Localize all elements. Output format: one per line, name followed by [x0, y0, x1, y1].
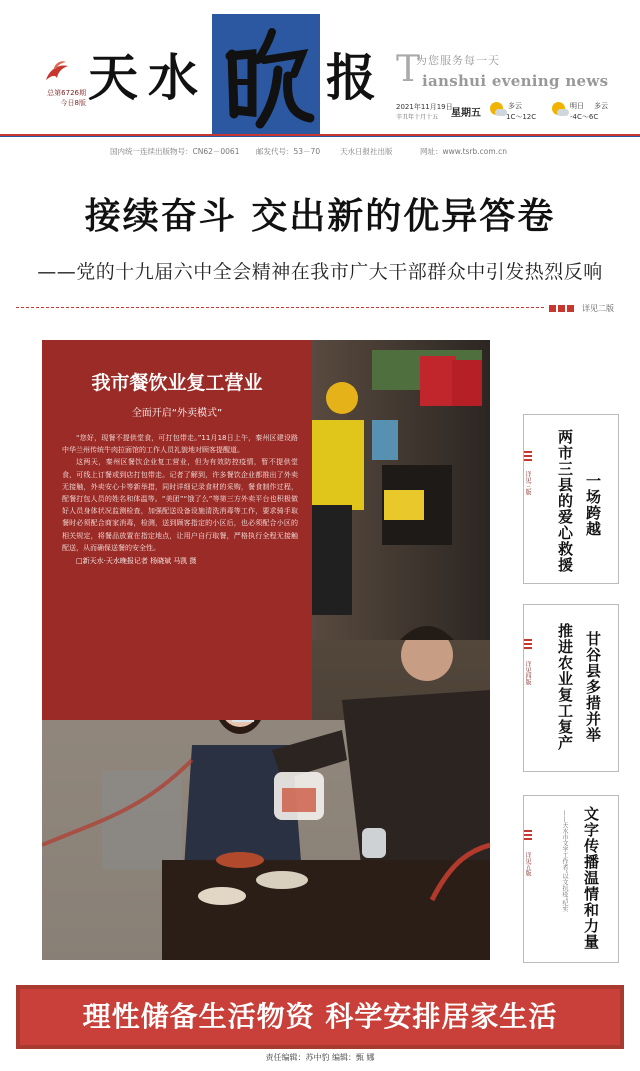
issue-date: 2021年11月19日: [396, 103, 453, 111]
feature-paragraph: “您好，现餐不提供堂食，可打包带走。”11月18日上午，秦州区建设路中华兰州传统牛肉拉面馆的工作人员礼貌地对顾客提醒道。: [62, 434, 298, 455]
masthead-en-initial: T: [396, 49, 421, 90]
weather-tomorrow-cond: 多云: [594, 102, 608, 110]
teaser-box-3[interactable]: [523, 795, 619, 963]
feature-body: [62, 432, 298, 567]
lunar-date: 辛丑年十月十五: [396, 114, 439, 121]
teaser-2-title-line2: 推进农业复工复产: [556, 623, 574, 751]
feature-paragraph: 这两天，秦州区餐饮企业复工营业，但为有效防控疫情，暂不提供堂食，可线上订餐或到店打包带走。记者了解到，许多餐饮企业都推出了外卖无接触，外卖安心卡等新举措，同时详细记录食材的采购，餐食制作过程，配餐打包人员的姓名和体温等。“美团”“饿了么”等第三方外卖平台也积极做好人员身体状况监测检查，加强配送设备设施清洗消毒等工作，要求骑手取餐时必须配合商家消毒，检测，送到顾客指定的小区后，也必须配合小区的相关规定，将餐品放置在指定地点，让用户自行取餐，严格执行全程无接触配送，从而确保送餐的安全性。: [62, 458, 298, 552]
weather-today-cond: 多云: [508, 102, 522, 110]
teaser-2-title: 甘谷县多措并举: [584, 631, 602, 743]
bottom-banner: [16, 985, 624, 1049]
feature-byline: □新天水·天水晚报记者 杨晓斌 马凯 摄: [76, 557, 197, 566]
masthead-rule-blue: [0, 136, 640, 137]
teaser-3-subtitle: ——天水市文字工作者“以文抗疫”纪实: [561, 810, 568, 913]
masthead-char-bao: 报: [326, 48, 376, 107]
issue-number: 总第6726期 今日8版: [47, 89, 86, 107]
pub-post-code: 邮发代号：53－70: [256, 147, 321, 156]
teaser-box-1[interactable]: [523, 414, 619, 584]
pub-publisher: 天水日报社出版: [340, 147, 393, 156]
feature-text-panel: [42, 340, 312, 720]
teaser-marker: [524, 451, 532, 453]
feature-title: 我市餐饮业复工营业: [91, 372, 263, 394]
sub-headline: ——党的十九届六中全会精神在我市广大干部群众中引发热烈反响: [37, 261, 603, 283]
divider-dashed: [16, 307, 544, 308]
feature-subtitle: 全面开启“外卖模式”: [131, 408, 223, 419]
teaser-marker: [524, 639, 532, 641]
teaser-marker: [524, 830, 532, 832]
weekday: 星期五: [451, 108, 481, 119]
weather-tomorrow-label: 明日: [570, 102, 584, 110]
teaser-2-see: 详见四版: [524, 661, 531, 685]
masthead-char-shui: 水: [148, 48, 198, 107]
masthead-char-tian: 天: [88, 48, 138, 107]
main-headline: 接续奋斗 交出新的优异答卷: [84, 196, 556, 237]
marker-square: [549, 305, 556, 312]
teaser-1-title: 一场跨越: [584, 473, 602, 537]
teaser-1-title-line2: 两市三县的爱心救援: [556, 429, 574, 573]
weather-tomorrow-temp: -4C～6C: [570, 113, 599, 121]
headline-see-page: 详见二版: [582, 304, 614, 313]
bottom-banner-text: 理性储备生活物资 科学安排居家生活: [82, 1000, 558, 1033]
cloud-icon: [557, 109, 569, 116]
weather-today-temp: 1C～12C: [506, 113, 537, 121]
teaser-box-2[interactable]: [523, 604, 619, 772]
masthead-slogan: 为您服务每一天: [416, 54, 500, 67]
teaser-marker: [524, 643, 532, 645]
editor-credits: 责任编辑：苏中豹 编辑：甄 娜: [265, 1053, 375, 1062]
masthead-brush-wan: [212, 14, 320, 134]
teaser-3-see: 详见五版: [524, 852, 531, 876]
feature-photo: [42, 340, 490, 960]
teaser-3-title: 文字传播温情和力量: [582, 806, 600, 950]
teaser-1-see: 详见三版: [524, 471, 531, 495]
pub-website: 网址：www.tsrb.com.cn: [420, 147, 507, 156]
marker-square: [567, 305, 574, 312]
teaser-marker: [524, 647, 532, 649]
teaser-marker: [524, 455, 532, 457]
pub-cn-number: 国内统一连续出版物号：CN62－0061: [110, 147, 240, 156]
masthead-en-title: ianshui evening news: [422, 72, 609, 90]
teaser-marker: [524, 838, 532, 840]
marker-square: [558, 305, 565, 312]
teaser-marker: [524, 834, 532, 836]
logo-bird-icon: [42, 58, 72, 88]
teaser-marker: [524, 459, 532, 461]
